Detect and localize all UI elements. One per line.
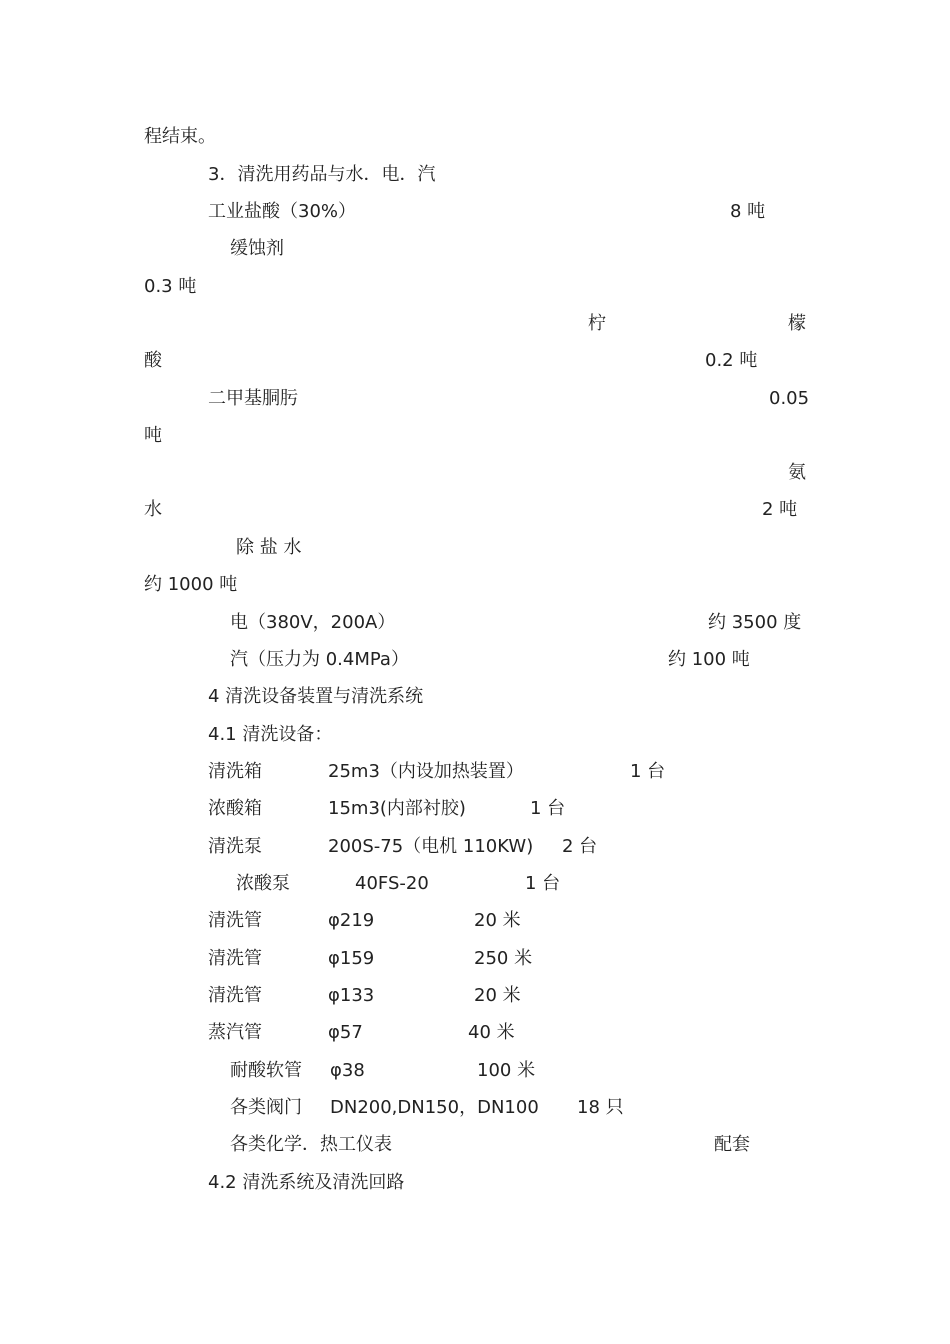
ammonia-part2: 水 — [144, 499, 162, 520]
end-sentence: 程结束。 — [144, 126, 216, 147]
dmko-label: 二甲基胴肟 — [208, 388, 298, 409]
equipment-spec: 25m3（内设加热装置） — [328, 761, 524, 782]
ammonia-part1: 氨 — [788, 462, 806, 483]
equipment-spec: 15m3(内部衬胶) — [328, 798, 466, 819]
dmko-qty: 0.05 — [769, 388, 810, 409]
equipment-name: 浓酸泵 — [236, 873, 290, 894]
citric-acid-part1: 柠 — [588, 313, 606, 334]
equipment-name: 清洗箱 — [208, 761, 262, 782]
equipment-spec: φ57 — [328, 1022, 363, 1043]
equipment-qty: 18 只 — [577, 1097, 624, 1118]
demin-water-label: 除 盐 水 — [236, 537, 302, 558]
hcl-label: 工业盐酸（30%） — [208, 201, 357, 222]
equipment-name: 蒸汽管 — [208, 1022, 262, 1043]
power-label: 电（380V，200A） — [230, 612, 396, 633]
equipment-spec: φ219 — [328, 910, 375, 931]
equipment-spec: 40FS-20 — [355, 873, 429, 894]
equipment-qty: 1 台 — [530, 798, 566, 819]
hcl-qty: 8 吨 — [730, 201, 766, 222]
ammonia-qty: 2 吨 — [762, 499, 798, 520]
equipment-qty: 20 米 — [474, 910, 521, 931]
steam-label: 汽（压力为 0.4MPa） — [230, 649, 409, 670]
section-4-title: 4 清洗设备装置与清洗系统 — [208, 686, 424, 707]
equipment-name: 耐酸软管 — [230, 1060, 302, 1081]
section-3-title: 3．清洗用药品与水．电．汽 — [208, 164, 436, 185]
equipment-qty: 20 米 — [474, 985, 521, 1006]
section-4-1-title: 4.1 清洗设备： — [208, 724, 333, 745]
equipment-qty: 40 米 — [468, 1022, 515, 1043]
citric-acid-part3: 酸 — [144, 350, 162, 371]
section-4-2-title: 4.2 清洗系统及清洗回路 — [208, 1172, 405, 1193]
equipment-spec: φ38 — [330, 1060, 365, 1081]
power-qty: 约 3500 度 — [708, 612, 802, 633]
equipment-name: 清洗管 — [208, 985, 262, 1006]
equipment-spec: DN200,DN150，DN100 — [330, 1097, 539, 1118]
equipment-qty: 配套 — [714, 1134, 750, 1155]
equipment-name: 清洗管 — [208, 910, 262, 931]
equipment-name: 清洗管 — [208, 948, 262, 969]
equipment-qty: 1 台 — [525, 873, 561, 894]
dmko-unit: 吨 — [144, 425, 162, 446]
steam-qty: 约 100 吨 — [668, 649, 750, 670]
equipment-name: 各类化学．热工仪表 — [230, 1134, 392, 1155]
equipment-spec: φ133 — [328, 985, 375, 1006]
citric-acid-qty: 0.2 吨 — [705, 350, 758, 371]
equipment-qty: 2 台 — [562, 836, 598, 857]
inhibitor-label: 缓蚀剂 — [230, 238, 284, 259]
equipment-name: 各类阀门 — [230, 1097, 302, 1118]
equipment-spec: 200S-75（电机 110KW) — [328, 836, 534, 857]
equipment-name: 浓酸箱 — [208, 798, 262, 819]
demin-water-qty: 约 1000 吨 — [144, 574, 238, 595]
equipment-qty: 100 米 — [477, 1060, 536, 1081]
equipment-qty: 1 台 — [630, 761, 666, 782]
equipment-name: 清洗泵 — [208, 836, 262, 857]
equipment-qty: 250 米 — [474, 948, 533, 969]
equipment-spec: φ159 — [328, 948, 375, 969]
inhibitor-qty: 0.3 吨 — [144, 276, 197, 297]
citric-acid-part2: 檬 — [788, 313, 806, 334]
